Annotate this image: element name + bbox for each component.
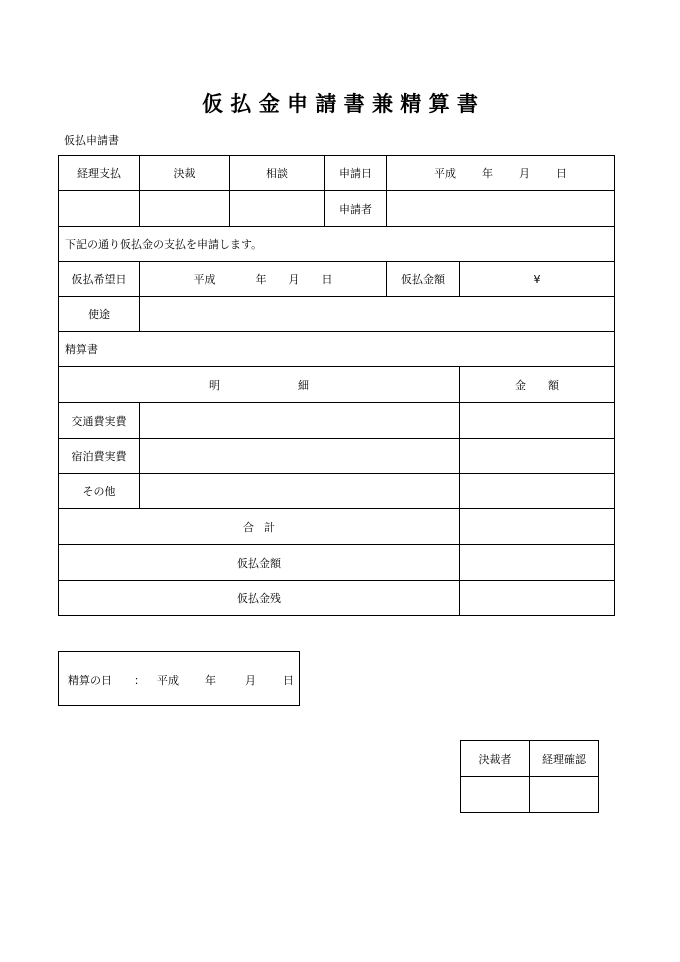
day-label: 日	[283, 674, 294, 687]
expense-amount-field[interactable]	[460, 439, 615, 474]
advance-amount-field[interactable]	[460, 262, 615, 297]
application-statement: 下記の通り仮払金の支払を申請します。	[59, 227, 615, 262]
advance-balance-field[interactable]	[460, 581, 615, 616]
settlement-advance-amount-label: 仮払金額	[59, 545, 460, 581]
settlement-date-label: 精算の日	[68, 674, 112, 687]
advance-balance-label: 仮払金残	[59, 581, 460, 616]
desired-date-field[interactable]	[140, 262, 387, 297]
application-settlement-table	[58, 155, 615, 616]
desired-date-label: 仮払希望日	[59, 262, 140, 297]
total-amount-field[interactable]	[460, 509, 615, 545]
application-date-label: 申請日	[325, 156, 387, 191]
advance-amount-label: 仮払金額	[387, 262, 460, 297]
era-label: 平成	[157, 674, 179, 687]
settlement-date-box[interactable]	[58, 651, 300, 706]
consultation-header: 相談	[230, 156, 325, 191]
total-text-a: 合	[243, 520, 254, 534]
expense-detail-field[interactable]	[140, 403, 460, 439]
approval-stamp-table	[460, 740, 599, 813]
expense-detail-field[interactable]	[140, 439, 460, 474]
day-label: 日	[556, 167, 567, 180]
settlement-advance-amount-field[interactable]	[460, 545, 615, 581]
expense-amount-field[interactable]	[460, 474, 615, 509]
total-label	[59, 509, 460, 545]
document-title: 仮 払 金 申 請 書 兼 精 算 書	[202, 92, 478, 116]
settlement-section-label: 精算書	[59, 332, 615, 367]
year-label: 年	[255, 273, 267, 286]
yen-symbol: ¥	[533, 272, 541, 286]
applicant-field[interactable]	[387, 191, 615, 227]
expense-row-label: その他	[59, 474, 140, 509]
details-header	[59, 367, 460, 403]
accounting-payment-header: 経理支払	[59, 156, 140, 191]
applicant-label: 申請者	[325, 191, 387, 227]
month-label: 月	[245, 674, 256, 687]
consultation-stamp-cell[interactable]	[230, 191, 325, 227]
purpose-label: 使途	[59, 297, 140, 332]
accounting-check-stamp-cell[interactable]	[530, 777, 599, 813]
year-label: 年	[482, 167, 493, 180]
details-header-text-a: 明	[209, 378, 220, 392]
details-header-text-b: 細	[298, 378, 309, 392]
settlement-date-colon: ：	[134, 674, 145, 687]
application-date-field[interactable]	[387, 156, 615, 191]
approval-stamp-cell[interactable]	[140, 191, 230, 227]
purpose-field[interactable]	[140, 297, 615, 332]
expense-amount-field[interactable]	[460, 403, 615, 439]
expense-row-label: 交通費実費	[59, 403, 140, 439]
expense-row-label: 宿泊費実費	[59, 439, 140, 474]
approver-stamp-cell[interactable]	[461, 777, 530, 813]
accounting-payment-stamp-cell[interactable]	[59, 191, 140, 227]
approver-header: 決裁者	[461, 741, 530, 777]
accounting-check-header: 経理確認	[530, 741, 599, 777]
approval-header: 決裁	[140, 156, 230, 191]
month-label: 月	[519, 167, 530, 180]
amount-header	[460, 367, 615, 403]
era-label: 平成	[193, 273, 216, 286]
amount-header-text-a: 金	[515, 378, 526, 392]
amount-header-text-b: 額	[548, 378, 559, 392]
era-label: 平成	[434, 167, 456, 180]
year-label: 年	[205, 674, 216, 687]
expense-detail-field[interactable]	[140, 474, 460, 509]
day-label: 日	[321, 273, 333, 286]
total-text-b: 計	[264, 520, 275, 534]
application-section-label: 仮払申請書	[64, 134, 119, 147]
month-label: 月	[288, 273, 300, 286]
